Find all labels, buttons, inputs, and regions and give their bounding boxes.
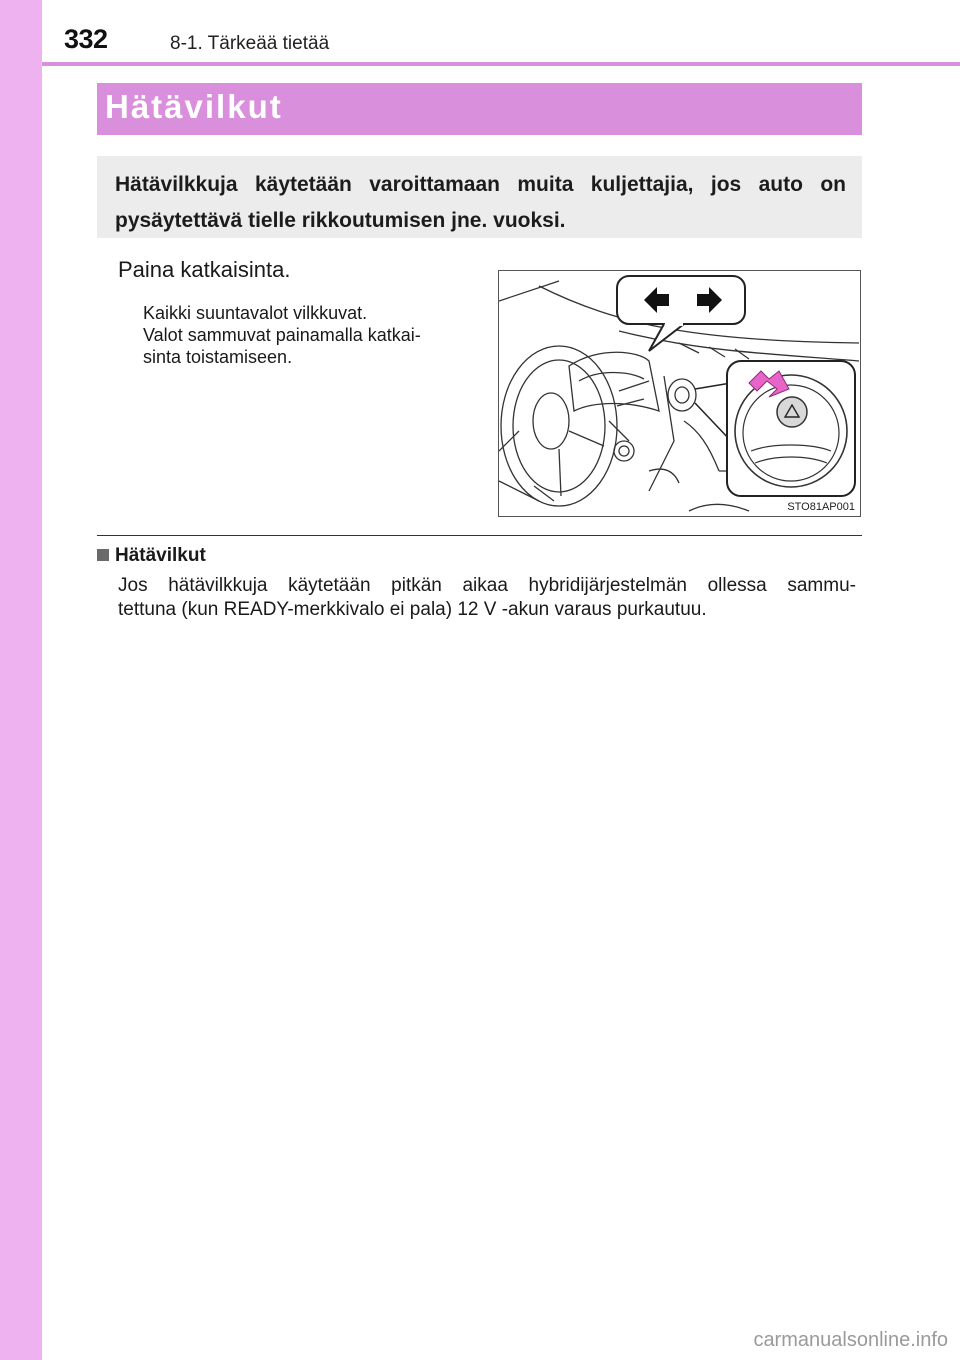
step-detail-line: Kaikki suuntavalot vilkkuvat. [143,303,368,323]
square-bullet-icon [97,549,109,561]
intro-box [97,156,862,238]
note-heading [97,545,206,567]
watermark: carmanualsonline.info [753,1329,948,1351]
note-line: Jos hätävilkkuja käytetään pitkän aikaa hybridijärjestelmän ollessa sammu- [118,575,856,596]
header-rule [42,62,960,66]
hazard-switch-illustration [498,270,861,517]
title-bar [97,83,862,135]
step-instruction: Paina katkaisinta. [118,257,291,282]
note-line: tettuna (kun READY-merkkivalo ei pala) 12 V -akun varaus purkautuu. [118,599,707,620]
page-title: Hätävilkut [105,88,283,125]
step-detail-line: Valot sammuvat painamalla katkai- [143,325,421,345]
section-divider [97,535,862,536]
note-heading-text: Hätävilkut [115,545,206,566]
figure-code: STO81AP001 [787,501,855,513]
intro-text: Hätävilkkuja käytetään varoittamaan muita kuljettajia, jos auto on pysäytettävä tielle rikkoutumisen jne. vuoksi. [115,173,846,232]
section-label: 8-1. Tärkeää tietää [170,33,330,54]
step-detail [143,302,478,368]
step-detail-line: sinta toistamiseen. [143,347,293,367]
page-number: 332 [64,24,108,54]
side-color-band [0,0,42,1360]
note-body [118,574,856,622]
dashboard-drawing [499,271,860,516]
